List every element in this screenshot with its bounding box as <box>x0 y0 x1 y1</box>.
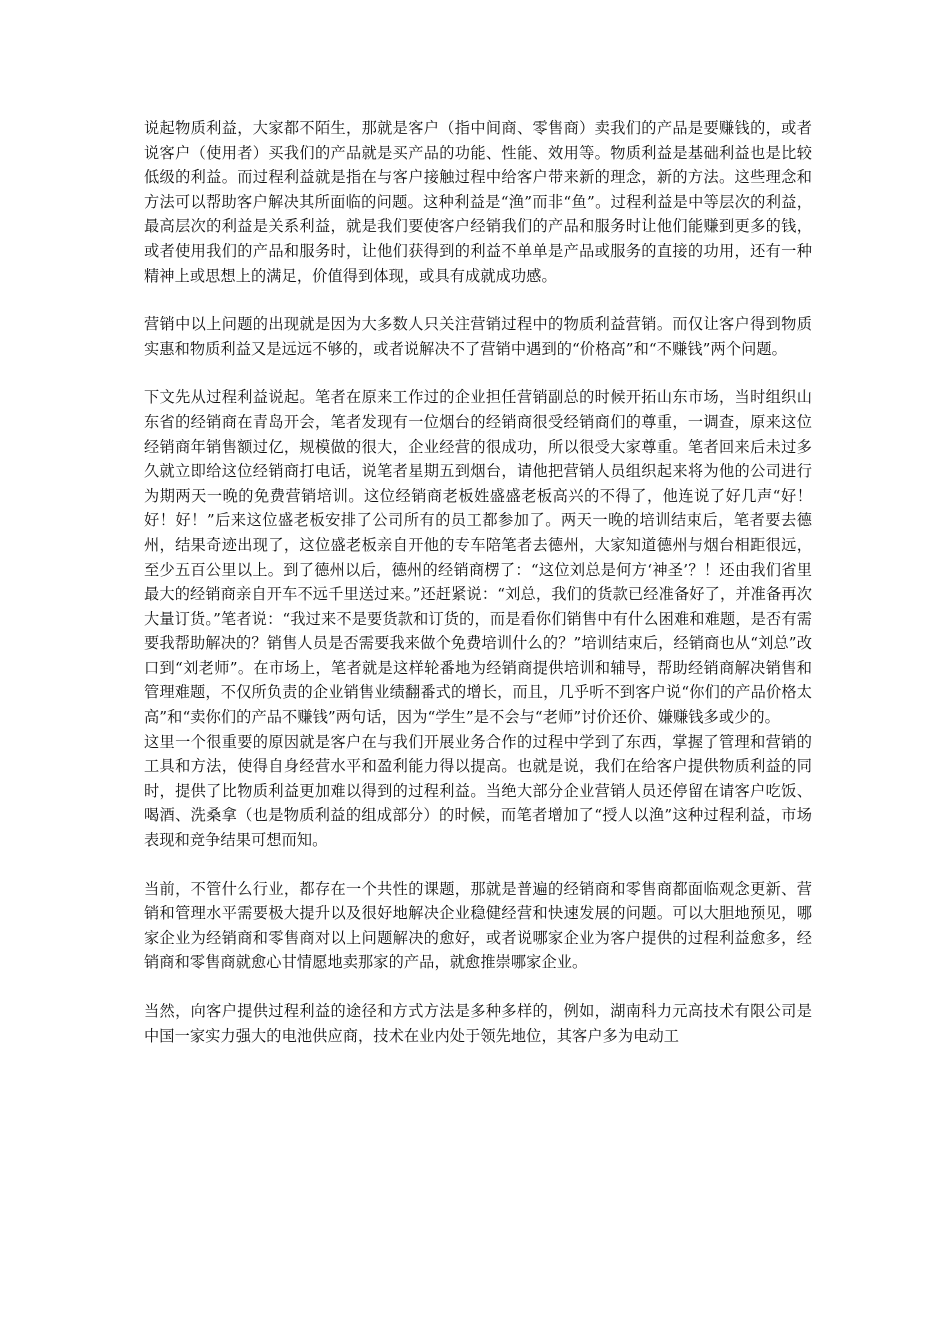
paragraph-gap <box>144 288 812 312</box>
paragraph-gap <box>144 975 812 999</box>
paragraph-important-reason: 这里一个很重要的原因就是客户在与我们开展业务合作的过程中学到了东西，掌握了管理和营销的工具和方法，使得自身经营水平和盈利能力得以提高。也就是说，我们在给客户提供物质利益的同时，提供了比物质利益更加难以得到的过程利益。当绝大部分企业营销人员还停留在请客户吃饭、喝酒、洗桑拿（也是物质利益的组成部分）的时候，而笔者增加了“授人以渔”这种过程利益，市场表现和竞争结果可想而知。 <box>144 732 812 850</box>
document-body <box>144 116 812 1048</box>
paragraph-process-interest-story: 下文先从过程利益说起。笔者在原来工作过的企业担任营销副总的时候开拓山东市场，当时组织山东省的经销商在青岛开会，笔者发现有一位烟台的经销商很受经销商们的尊重，一调查，原来这位经销商年销售额过亿，规模做的很大，企业经营的很成功，所以很受大家尊重。笔者回来后未过多久就立即给这位经销商打电话，说笔者星期五到烟台，请他把营销人员组织起来将为他的公司进行为期两天一晚的免费营销培训。这位经销商老板姓盛盛老板高兴的不得了，他连说了好几声“好！好！好！”后来这位盛老板安排了公司所有的员工都参加了。两天一晚的培训结束后，笔者要去德州，结果奇迹出现了，这位盛老板亲自开他的专车陪笔者去德州，大家知道德州与烟台相距很远，至少五百公里以上。到了德州以后，德州的经销商楞了：“这位刘总是何方‘神圣’？！还由我们省里最大的经销商亲自开车不远千里送过来。”还赶紧说：“刘总，我们的货款已经准备好了，并准备再次大量订货。”笔者说：“我过来不是要货款和订货的，而是看你们销售中有什么困难和难题，是否有需要我帮助解决的？销售人员是否需要我来做个免费培训什么的？”培训结束后，经销商也从“刘总”改口到“刘老师”。在市场上，笔者就是这样轮番地为经销商提供培训和辅导，帮助经销商解决销售和管理难题，不仅所负责的企业销售业绩翻番式的增长，而且，几乎听不到客户说“你们的产品价格太高”和“卖你们的产品不赚钱”两句话，因为“学生”是不会与“老师”讨价还价、嫌赚钱多或少的。 <box>144 388 812 727</box>
paragraph-industry-common-issue: 当前，不管什么行业，都存在一个共性的课题，那就是普遍的经销商和零售商都面临观念更新、营销和管理水平需要极大提升以及很好地解决企业稳健经营和快速发展的问题。可以大胆地预见，哪家企业为经销商和零售商对以上问题解决的愈好，或者说哪家企业为客户提供的过程利益愈多，经销商和零售商就愈心甘情愿地卖那家的产品，就愈推崇哪家企业。 <box>144 879 812 972</box>
paragraph-gap <box>144 361 812 385</box>
paragraph-methods-example: 当然，向客户提供过程利益的途径和方式方法是多种多样的，例如，湖南科力元高技术有限公司是中国一家实力强大的电池供应商，技术在业内处于领先地位，其客户多为电动工 <box>144 1002 812 1045</box>
paragraph-material-interest: 说起物质利益，大家都不陌生，那就是客户（指中间商、零售商）卖我们的产品是要赚钱的，或者说客户（使用者）买我们的产品就是买产品的功能、性能、效用等。物质利益是基础利益也是比较低级的利益。而过程利益就是指在与客户接触过程中给客户带来新的理念，新的方法。这些理念和方法可以帮助客户解决其所面临的问题。这种利益是“渔”而非“鱼”。过程利益是中等层次的利益，最高层次的利益是关系利益，就是我们要使客户经销我们的产品和服务时让他们能赚到更多的钱，或者使用我们的产品和服务时，让他们获得到的利益不单单是产品或服务的直接的功用，还有一种精神上或思想上的满足，价值得到体现，或具有成就成功感。 <box>144 119 812 285</box>
paragraph-marketing-problem: 营销中以上问题的出现就是因为大多数人只关注营销过程中的物质利益营销。而仅让客户得到物质实惠和物质利益又是远远不够的，或者说解决不了营销中遇到的“价格高”和“不赚钱”两个问题。 <box>144 315 812 358</box>
paragraph-gap <box>144 853 812 877</box>
